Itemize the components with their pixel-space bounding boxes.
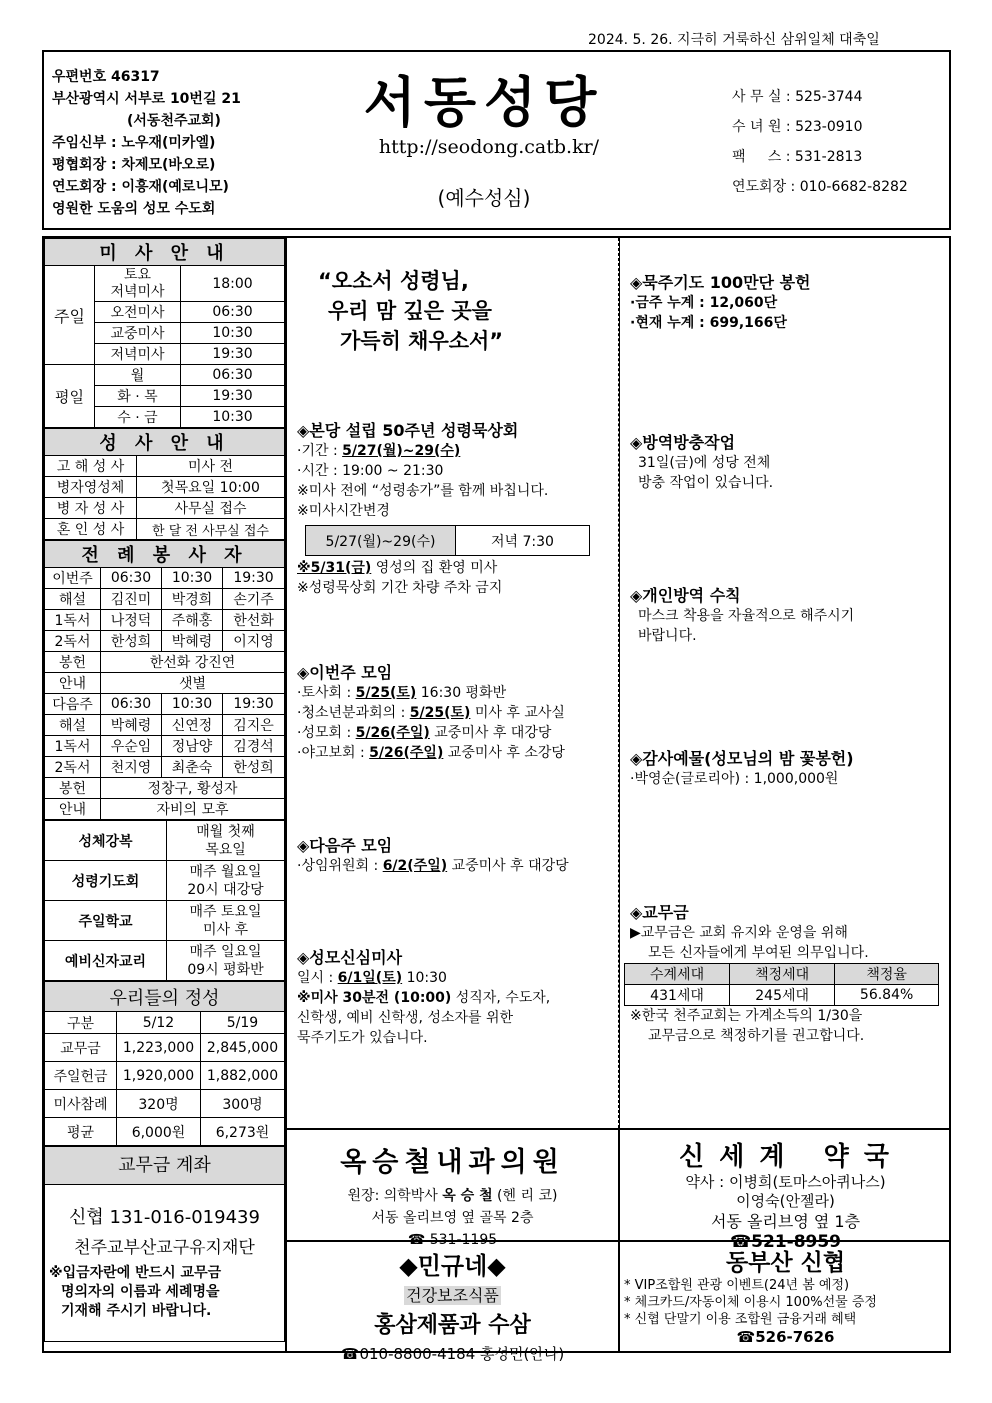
heart-mass-title: ◈성모신심미사: [297, 948, 403, 967]
contact-convent: 수 녀 원 : 523-0910: [732, 119, 863, 135]
tithe-head: 책정세대: [730, 964, 835, 985]
mass-time: 10:30: [181, 407, 285, 428]
offering-head: 구분: [45, 1012, 117, 1034]
pharmacy-owner: 약사 : 이병희(토마스아퀴나스): [685, 1173, 886, 1191]
altar-cell: 19:30: [223, 694, 285, 715]
clinic-doctor-label: 원장: 의학박사: [347, 1188, 443, 1204]
altar-cell: 나정덕: [101, 610, 162, 631]
meeting-detail: 교중미사 후 대강당: [429, 725, 552, 741]
pest-section: [630, 430, 945, 493]
sacrament-name: 병자영성체: [45, 477, 137, 498]
min-phone[interactable]: ☎010-8800-4184 홍성민(안나): [340, 1345, 565, 1363]
period-value: 5/27(월)~29(수): [342, 443, 461, 459]
rosary-note-text: 신학생, 예비 신학생, 성소자를 위한: [297, 1010, 514, 1026]
altar-cell: 한성희: [101, 631, 162, 652]
issue-date: 2024. 5. 26. 지극히 거룩하신 삼위일체 대축일: [588, 32, 880, 48]
altar-cell: 10:30: [162, 568, 223, 589]
postal-code: 우편번호 46317: [52, 69, 160, 85]
thanks-section: [630, 746, 945, 789]
altar-cell: 김경석: [223, 736, 285, 757]
mass-time: 06:30: [181, 302, 285, 323]
altar-cell: 한선화: [223, 610, 285, 631]
group-name: 예비신자교리: [45, 941, 167, 981]
clinic-doctor-name: 옥 승 철: [442, 1188, 493, 1204]
altar-cell: 주해홍: [162, 610, 223, 631]
meeting-item: [297, 743, 615, 763]
next-meetings-section: [297, 833, 615, 876]
altar-cell: 샛별: [101, 673, 285, 694]
altar-cell: 한성희: [223, 757, 285, 778]
sisters: 영원한 도움의 성모 수도회: [52, 201, 216, 217]
heart-mass-section: [297, 945, 615, 1048]
account-number[interactable]: 신협 131-016-019439: [69, 1207, 260, 1228]
altar-cell: 정창구, 황성자: [101, 778, 285, 799]
period-label: ·기간 :: [297, 443, 343, 459]
tithe-note: 교무금으로 책정하기를 권고합니다.: [648, 1028, 865, 1044]
pharmacy-name: 신 세 계 약 국: [679, 1142, 892, 1172]
offering-cell: 6,000원: [117, 1118, 201, 1146]
altar-cell: 우순임: [101, 736, 162, 757]
rosary-week: ·금주 누계 : 12,060단: [630, 295, 778, 311]
group-name: 성체강복: [45, 821, 167, 861]
mass-title: 미 사 안 내: [45, 239, 285, 266]
group-name: 성령기도회: [45, 861, 167, 901]
altar-table: [44, 540, 285, 820]
altar-cell: 1독서: [45, 736, 101, 757]
account-note: 명의자의 이름과 세례명을: [61, 1284, 220, 1300]
min-product: 홍삼제품과 수삼: [374, 1313, 531, 1338]
altar-cell: 안내: [45, 799, 101, 820]
church-alt-name: (서동천주교회): [127, 113, 221, 129]
altar-cell: 2독서: [45, 631, 101, 652]
note-date: ※5/31(금): [297, 560, 372, 576]
sacrament-title: 성 사 안 내: [45, 429, 285, 456]
mass-time: 18:00: [181, 266, 285, 302]
tithe-note: ※한국 천주교회는 가계소득의 1/30을: [630, 1008, 863, 1024]
council-president: 평협회장 : 차제모(바오로): [52, 157, 216, 173]
mass-name: 오전미사: [95, 302, 181, 323]
priest: 주임신부 : 노우재(미카엘): [52, 135, 216, 151]
altar-cell: 천지영: [101, 757, 162, 778]
altar-cell: 해설: [45, 715, 101, 736]
rosary-note-text: 묵주기도가 있습니다.: [297, 1030, 428, 1046]
tithe-value: 56.84%: [835, 985, 939, 1006]
meeting-detail: 교중미사 후 소강당: [443, 745, 565, 761]
prayer-text: [318, 266, 503, 356]
account-title: 교무금 계좌: [45, 1147, 284, 1185]
address: 부산광역시 서부로 10번길 21: [52, 91, 241, 107]
altar-cell: 신연정: [162, 715, 223, 736]
tithe-value: 245세대: [730, 985, 835, 1006]
tithe-title: ◈교무금: [630, 903, 689, 922]
altar-cell: 안내: [45, 673, 101, 694]
sacrament-name: 병 자 성 사: [45, 498, 137, 519]
contact-ministry: 연도회장 : 010-6682-8282: [732, 179, 908, 195]
ad-bank: [620, 1242, 951, 1352]
altar-cell: 2독서: [45, 757, 101, 778]
altar-cell: 봉헌: [45, 652, 101, 673]
note-text: 영성의 집 환영 미사: [371, 560, 498, 576]
ad-clinic: [287, 1130, 618, 1248]
thanks-line: ·박영순(글로리아) : 1,000,000원: [630, 771, 839, 787]
clinic-phone[interactable]: ☎ 531-1195: [407, 1232, 498, 1248]
offering-head: 5/12: [117, 1012, 201, 1034]
group-schedule: 매월 첫째 목요일: [167, 821, 285, 861]
offering-cell: 1,223,000: [117, 1034, 201, 1062]
contact-office: 사 무 실 : 525-3744: [732, 89, 863, 105]
pharmacy-location: 서동 올리브영 옆 1층: [710, 1212, 861, 1231]
rosary-note-time: ※미사 30분전 (10:00): [297, 990, 452, 1006]
rosary-note-text: 성직자, 수도자,: [451, 990, 551, 1006]
mass-table: [44, 238, 285, 428]
meetings-title: ◈이번주 모임: [297, 663, 393, 682]
contact-fax: 팩 스 : 531-2813: [732, 149, 863, 165]
meeting-label: ·청소년분과회의 :: [297, 705, 410, 721]
left-column: [44, 238, 285, 1342]
altar-cell: 다음주: [45, 694, 101, 715]
meeting-date: 5/26(주일): [355, 725, 430, 741]
groups-table: [44, 820, 285, 981]
sacrament-value: 한 달 전 사무실 접수: [137, 519, 285, 540]
group-schedule: 매주 토요일 미사 후: [167, 901, 285, 941]
bank-line: * 신협 단말기 이용 조합원 금융거래 혜택: [624, 1312, 857, 1327]
feast-subtitle: (예수성심): [437, 186, 531, 210]
clinic-name: 옥승철내과의원: [340, 1147, 565, 1178]
sacrament-value: 사무실 접수: [137, 498, 285, 519]
clinic-doctor-baptismal: (헨 리 코): [492, 1188, 558, 1204]
anniversary-note: ※미사 전에 “성령송가”를 함께 바칩니다.: [297, 483, 549, 499]
heart-mass-date: 6/1일(토): [337, 970, 403, 986]
header-box: [42, 50, 951, 230]
meetings-section: [297, 660, 615, 763]
group-schedule: 매주 월요일 20시 대강당: [167, 861, 285, 901]
mass-name: 월: [95, 365, 181, 386]
account-box: [44, 1146, 285, 1342]
sacrament-value: 첫목요일 10:00: [137, 477, 285, 498]
next-meetings-title: ◈다음주 모임: [297, 836, 393, 855]
sunday-label: 주일: [45, 266, 95, 365]
tithe-value: 431세대: [625, 985, 730, 1006]
offering-cell: 2,845,000: [201, 1034, 285, 1062]
clinic-location: 서동 올리브영 옆 골목 2층: [371, 1210, 534, 1226]
meeting-detail: 미사 후 교사실: [470, 705, 565, 721]
altar-cell: 이번주: [45, 568, 101, 589]
church-title: 서동성당: [363, 70, 605, 134]
meeting-date: 6/2(주일): [382, 858, 448, 874]
bank-line: * VIP조합원 관광 이벤트(24년 봄 예정): [624, 1278, 850, 1293]
altar-cell: 한선화 강진연: [101, 652, 285, 673]
rosary-section: [630, 270, 945, 333]
account-holder: 천주교부산교구유지재단: [74, 1238, 255, 1258]
bank-line: * 체크카드/자동이체 이용시 100%선물 증정: [624, 1295, 877, 1310]
altar-cell: 손기주: [223, 589, 285, 610]
tithe-head: 수계세대: [625, 964, 730, 985]
schedule-date: 5/27(월)~29(수): [306, 526, 456, 556]
mass-name: 저녁미사: [95, 344, 181, 365]
offering-cell: 1,882,000: [201, 1062, 285, 1090]
sacrament-value: 미사 전: [137, 456, 285, 477]
time-line: ·시간 : 19:00 ~ 21:30: [297, 463, 444, 479]
meeting-label: ·성모회 :: [297, 725, 356, 741]
bank-name: 동부산 신협: [725, 1250, 846, 1276]
prayer-line: “오소서 성령님,: [318, 269, 469, 293]
offering-cell: 평균: [45, 1118, 117, 1146]
tithe-line: ▶교무금은 교회 유지와 운영을 위해: [630, 925, 848, 941]
tithe-section: [630, 900, 945, 1046]
schedule-change-table: [305, 525, 590, 556]
altar-cell: 10:30: [162, 694, 223, 715]
altar-cell: 정남양: [162, 736, 223, 757]
sacrament-name: 혼 인 성 사: [45, 519, 137, 540]
date-label: 일시 :: [297, 970, 338, 986]
bank-phone[interactable]: ☎526-7626: [736, 1328, 835, 1346]
offering-table: [44, 981, 285, 1146]
tithe-table: [624, 963, 939, 1006]
meeting-item: [297, 723, 615, 743]
meeting-label: ·야고보회 :: [297, 745, 370, 761]
tithe-head: 책정율: [835, 964, 939, 985]
personal-title: ◈개인방역 수칙: [630, 586, 741, 605]
anniversary-section: [297, 418, 615, 598]
group-name: 주일학교: [45, 901, 167, 941]
altar-title: 전 례 봉 사 자: [45, 541, 285, 568]
meeting-detail: 16:30 평화반: [416, 685, 507, 701]
altar-cell: 김진미: [101, 589, 162, 610]
mass-name: 교중미사: [95, 323, 181, 344]
meeting-date: 5/26(주일): [369, 745, 444, 761]
min-name: ◆민규네◆: [399, 1252, 506, 1280]
offering-title: 우리들의 정성: [45, 982, 285, 1012]
mass-time: 19:30: [181, 386, 285, 407]
heart-mass-time: 10:30: [402, 970, 447, 986]
sacrament-name: 고 해 성 사: [45, 456, 137, 477]
altar-cell: 19:30: [223, 568, 285, 589]
altar-cell: 자비의 모후: [101, 799, 285, 820]
prayer-line: 우리 맘 깊은 곳을: [328, 299, 492, 323]
altar-cell: 박혜령: [101, 715, 162, 736]
personal-line: 마스크 착용을 자율적으로 해주시기: [638, 608, 855, 624]
sacrament-table: [44, 428, 285, 540]
weekday-label: 평일: [45, 365, 95, 428]
altar-cell: 06:30: [101, 568, 162, 589]
offering-cell: 1,920,000: [117, 1062, 201, 1090]
offering-head: 5/19: [201, 1012, 285, 1034]
mass-time: 10:30: [181, 323, 285, 344]
offering-cell: 6,273원: [201, 1118, 285, 1146]
meeting-label: ·토사회 :: [297, 685, 356, 701]
pharmacy-phone[interactable]: ☎521-8959: [729, 1232, 842, 1252]
offering-cell: 미사참례: [45, 1090, 117, 1118]
altar-cell: 해설: [45, 589, 101, 610]
account-note: 기재해 주시기 바랍니다.: [61, 1303, 212, 1319]
min-tag: 건강보조식품: [406, 1286, 499, 1305]
mass-name: 수 · 금: [95, 407, 181, 428]
meeting-date: 5/25(토): [355, 685, 417, 701]
rosary-title: ◈묵주기도 100만단 봉헌: [630, 273, 811, 292]
pharmacy-owner: 이영숙(안젤라): [736, 1192, 835, 1210]
meeting-label: ·상임위원회 :: [297, 858, 383, 874]
ministry-president: 연도회장 : 이흥재(예로니모): [52, 179, 229, 195]
meeting-date: 5/25(토): [409, 705, 471, 721]
altar-cell: 이지영: [223, 631, 285, 652]
altar-cell: 박경희: [162, 589, 223, 610]
church-url[interactable]: http://seodong.catb.kr/: [378, 136, 600, 158]
mass-time: 06:30: [181, 365, 285, 386]
ad-min: [287, 1242, 618, 1363]
personal-line: 바랍니다.: [638, 628, 697, 644]
account-note: ※입금자란에 반드시 교무금: [49, 1265, 222, 1281]
tithe-line: 모든 신자들에게 부여된 의무입니다.: [648, 945, 869, 961]
anniversary-note: ※미사시간변경: [297, 503, 390, 519]
meeting-item: [297, 703, 615, 723]
mass-name: 토요 저녁미사: [95, 266, 181, 302]
meeting-item: [297, 683, 615, 703]
offering-cell: 교무금: [45, 1034, 117, 1062]
pest-title: ◈방역방충작업: [630, 433, 736, 452]
anniversary-title: ◈본당 설립 50주년 성령묵상회: [297, 421, 519, 440]
altar-cell: 김지은: [223, 715, 285, 736]
altar-cell: 봉헌: [45, 778, 101, 799]
group-schedule: 매주 일요일 09시 평화반: [167, 941, 285, 981]
meeting-detail: 교중미사 후 대강당: [447, 858, 569, 874]
personal-section: [630, 583, 945, 646]
offering-cell: 주일헌금: [45, 1062, 117, 1090]
altar-cell: 박혜령: [162, 631, 223, 652]
ad-pharmacy: [620, 1130, 951, 1252]
rosary-total: ·현재 누계 : 699,166단: [630, 315, 787, 331]
anniversary-note: ※성령묵상회 기간 차량 주차 금지: [297, 580, 503, 596]
altar-cell: 1독서: [45, 610, 101, 631]
thanks-title: ◈감사예물(성모님의 밤 꽃봉헌): [630, 749, 854, 768]
altar-cell: 06:30: [101, 694, 162, 715]
pest-line: 방충 작업이 있습니다.: [638, 475, 774, 491]
altar-cell: 최춘숙: [162, 757, 223, 778]
prayer-line: 가득히 채우소서”: [340, 329, 504, 353]
schedule-time: 저녁 7:30: [456, 526, 590, 556]
offering-cell: 300명: [201, 1090, 285, 1118]
mass-time: 19:30: [181, 344, 285, 365]
offering-cell: 320명: [117, 1090, 201, 1118]
mass-name: 화 · 목: [95, 386, 181, 407]
pest-line: 31일(금)에 성당 전체: [638, 455, 771, 471]
